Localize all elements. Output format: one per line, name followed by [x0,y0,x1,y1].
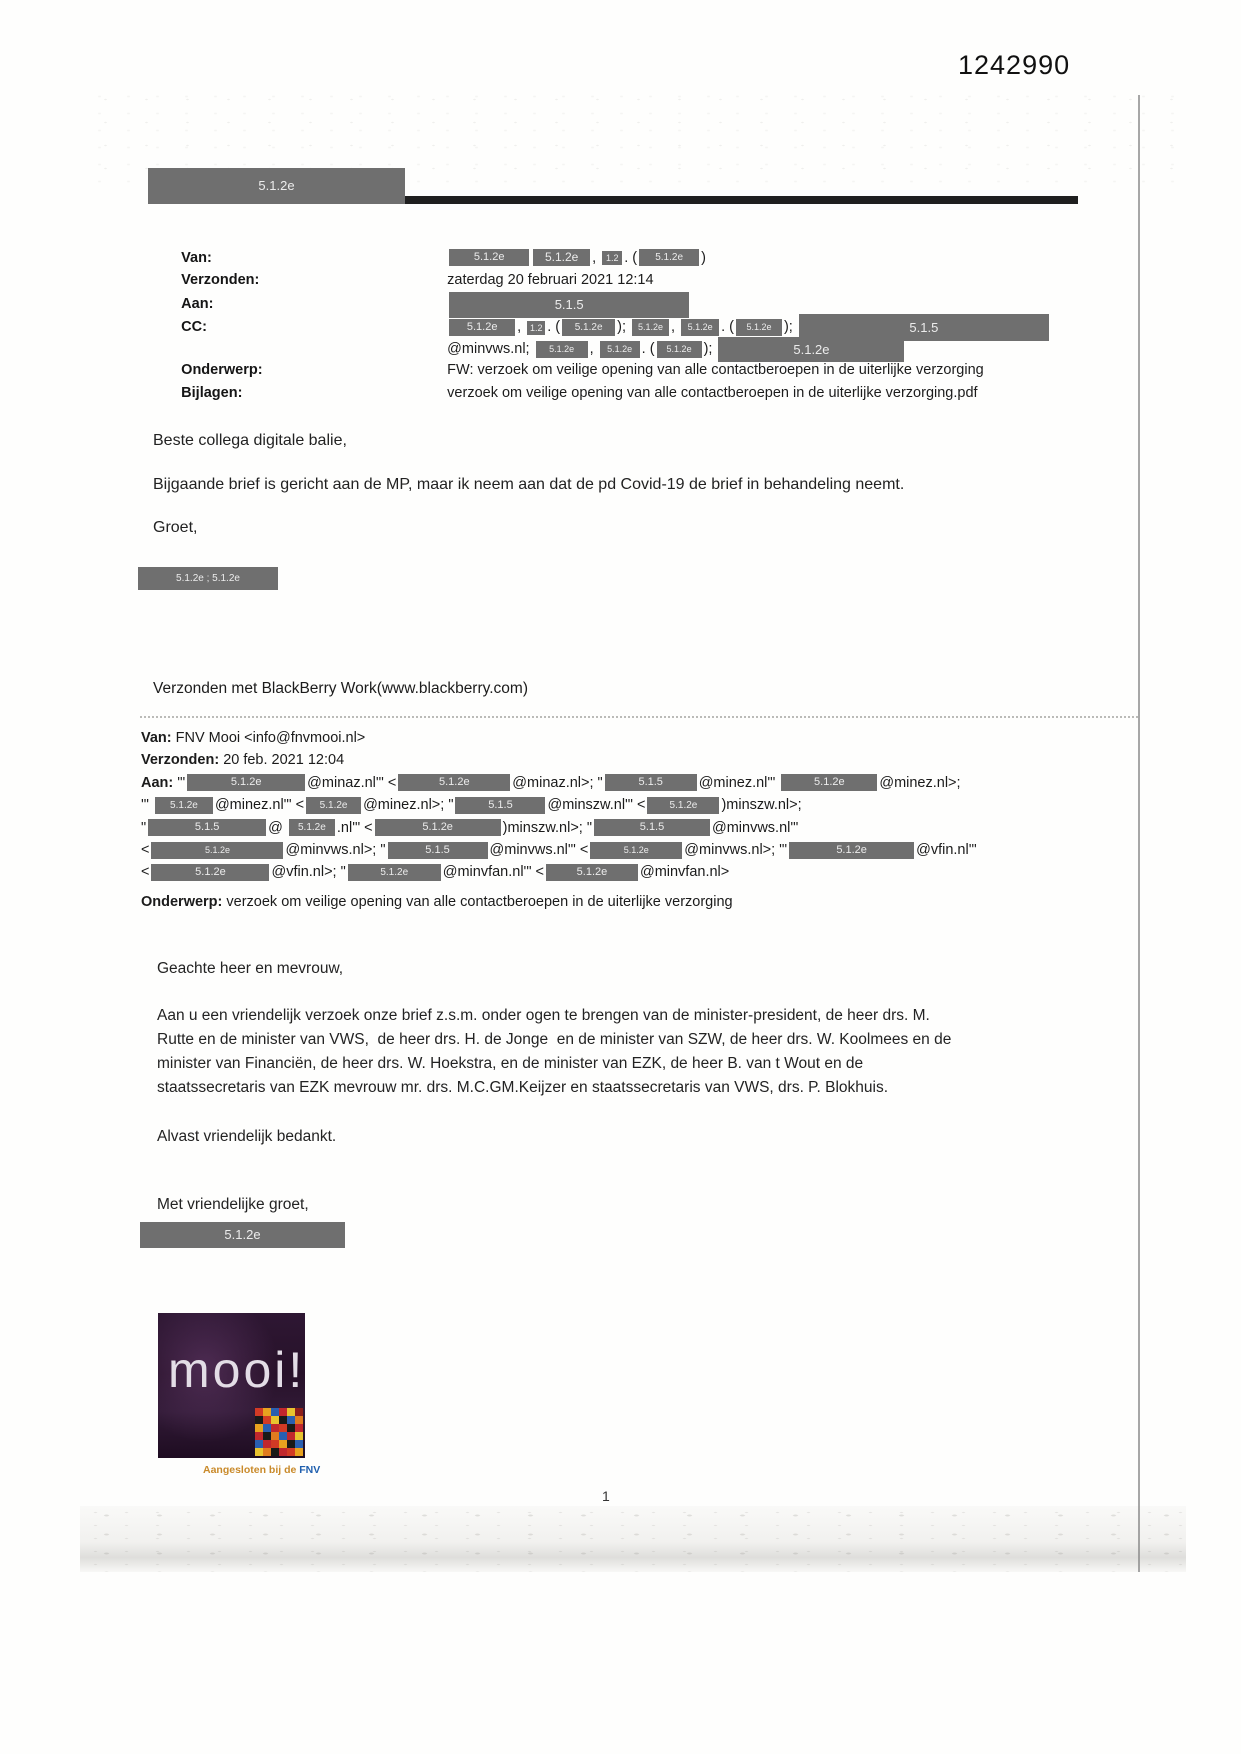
redaction-box: 5.1.5 [594,819,710,836]
redaction-box: 5.1.2e [533,249,590,266]
email2-closing: Met vriendelijke groet, [157,1196,309,1213]
cc-label: CC: [181,319,207,336]
van-label: Van: [181,249,212,266]
redaction-box: 5.1.2e [375,819,501,836]
page-number: 1 [602,1488,610,1504]
email2-paragraph-line-3: minister van Financiën, de heer drs. W. Hoekstra, en de minister van EZK, de heer B. van t Wout en de [157,1055,864,1072]
redaction-box: 5.1.2e [306,797,361,814]
bijlagen-value: verzoek om veilige opening van alle contactberoepen in de uiterlijke verzorging.pdf [447,384,978,401]
redaction-box: 5.1.2e [398,774,510,791]
scan-noise-bottom [80,1506,1186,1572]
redaction-box: 5.1.2e [781,774,877,791]
aan-value [447,296,691,312]
email2-onderwerp-line: Onderwerp: verzoek om veilige opening van alle contactberoepen in de uiterlijke verzorging [141,893,733,910]
redaction-box-signature2: 5.1.2e [140,1222,345,1248]
onderwerp-label: Onderwerp: [181,362,263,378]
scan-page-edge-line [1138,95,1140,1572]
redaction-box: 5.1.5 [605,774,697,791]
email2-header [141,727,1101,913]
email2-paragraph-line-1: Aan u een vriendelijk verzoek onze brief z.s.m. onder ogen te brengen van de minister-president, de heer drs. M. [157,1007,930,1024]
redaction-box: 5.1.5 [388,842,488,859]
verzonden-value: zaterdag 20 februari 2021 12:14 [447,272,654,288]
email2-van-line: Van: FNV Mooi <info@fnvmooi.nl> [141,730,366,746]
redaction-box: 5.1.2e [600,341,640,358]
redaction-box: 5.1.2e [562,319,615,336]
redaction-box: 5.1.5 [449,292,689,318]
redaction-box: 5.1.2e [632,319,669,336]
email1-greeting: Beste collega digitale balie, [153,432,347,449]
redaction-box: 5.1.2e [789,842,914,859]
document-number: 1242990 [958,50,1071,80]
logo-mosaic-icon [255,1408,303,1456]
logo-tagline-text: Aangesloten bij de [203,1464,300,1476]
fnv-mooi-logo [158,1313,305,1458]
redaction-box: 5.1.2e [590,842,682,859]
redaction-box: 5.1.2e [736,319,782,336]
redaction-box: 5.1.5 [799,314,1049,341]
redaction-box: 5.1.2e [647,797,719,814]
email2-paragraph-line-2: Rutte en de minister van VWS, de heer drs. H. de Jonge en de minister van SZW, de heer drs. W. Koolmees en de [157,1031,952,1048]
redaction-box: 5.1.2e [639,249,699,266]
logo-tagline-brand: FNV [299,1464,321,1476]
email2-paragraph-line-4: staatssecretaris van EZK mevrouw mr. drs. M.C.GM.Keijzer en staatssecretaris van VWS, drs. P. Blokhuis. [157,1079,889,1096]
email2-aan-line-2: '" 5.1.2e @minez.nl'" < 5.1.2e @minez.nl>; " 5.1.5 @minszw.nl'" < 5.1.2e )minszw.nl>; [141,797,802,814]
redaction-box: 5.1.2e [187,774,305,791]
forwarded-message-separator [140,716,1138,718]
redaction-box: 1.2 [602,251,622,265]
aan-label: Aan: [181,296,214,313]
email2-aan-line-3: " 5.1.5 @ 5.1.2e .nl'" < 5.1.2e )minszw.nl>; " 5.1.5 @minvws.nl'" [141,819,799,836]
redaction-box: 5.1.2e [348,864,441,881]
email2-salutation: Geachte heer en mevrouw, [157,960,344,977]
redaction-box: 5.1.2e [449,249,529,266]
redaction-box: 5.1.2e [289,819,335,836]
blackberry-footer: Verzonden met BlackBerry Work(www.blackberry.com) [153,680,528,697]
redaction-box: 5.1.2e [718,337,904,362]
header-divider-rule [405,196,1078,204]
van-value: 5.1.2e 5.1.2e , 1.2 . ( 5.1.2e ) [447,250,706,266]
redaction-box: 5.1.5 [148,819,266,836]
email1-closing: Groet, [153,519,198,536]
email1-header-row-van [157,224,1097,266]
redaction-box-top: 5.1.2e [148,168,405,204]
bijlagen-label: Bijlagen: [181,384,243,401]
cc-value-line2: @minvws.nl; 5.1.2e , 5.1.2e . ( 5.1.2e ); 5.1.2e [447,341,906,357]
redaction-box: 5.1.2e [151,864,269,881]
redaction-box: 5.1.2e [536,341,588,358]
verzonden-label: Verzonden: [181,272,260,288]
onderwerp-value: FW: verzoek om veilige opening van alle contactberoepen in de uiterlijke verzorging [447,362,984,378]
redaction-box: 5.1.5 [455,797,545,814]
redaction-box: 5.1.2e [151,842,283,859]
redaction-box: 1.2 [527,321,545,335]
redaction-box-signature1: 5.1.2e ; 5.1.2e [138,567,278,590]
email2-thanks: Alvast vriendelijk bedankt. [157,1128,337,1145]
redaction-box: 5.1.2e [449,319,515,336]
email2-paragraph [157,1004,951,1100]
logo-wordmark: mooi! [168,1342,306,1398]
redaction-box: 5.1.2e [155,797,213,814]
redaction-box: 5.1.2e [681,319,719,336]
redaction-box: 5.1.2e [657,341,702,358]
email1-header [157,224,1097,401]
email2-aan-line-5: < 5.1.2e @vfin.nl>; " 5.1.2e @minvfan.nl'" < 5.1.2e @minvfan.nl> [141,864,730,881]
logo-tagline [203,1464,320,1476]
email2-aan-line-1: Aan: '" 5.1.2e @minaz.nl'" < 5.1.2e @minaz.nl>; " 5.1.5 @minez.nl'" 5.1.2e @minez.nl>; [141,774,961,791]
email2-verzonden-line: Verzonden: 20 feb. 2021 12:04 [141,752,345,769]
email2-aan-line-4: < 5.1.2e @minvws.nl>; " 5.1.5 @minvws.nl'" < 5.1.2e @minvws.nl>; "' 5.1.2e @vfin.nl'" [141,841,977,858]
redaction-box: 5.1.2e [546,864,638,881]
cc-value-line1: 5.1.2e , 1.2 . ( 5.1.2e ); 5.1.2e , 5.1.2e . ( 5.1.2e ); 5.1.5 [447,319,1051,335]
email1-paragraph: Bijgaande brief is gericht aan de MP, maar ik neem aan dat de pd Covid-19 de brief in behandeling neemt. [153,476,905,493]
